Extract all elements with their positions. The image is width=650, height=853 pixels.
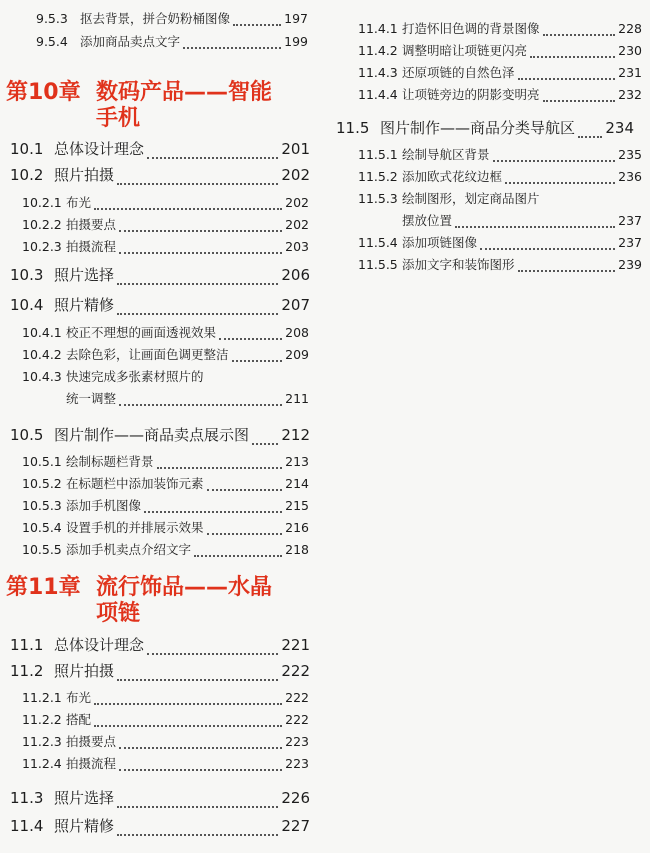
toc-subsection-row[interactable] [358, 189, 642, 209]
toc-entry-number: 10.3 [10, 266, 44, 284]
toc-section-row[interactable] [10, 658, 310, 684]
toc-entry-page: 236 [618, 169, 642, 184]
toc-entry-number: 9.5.4 [36, 34, 68, 49]
toc-leader-dots [518, 270, 615, 272]
toc-entry-page: 202 [285, 217, 309, 232]
toc-subsection-row[interactable] [358, 85, 642, 105]
toc-entry-number: 11.3 [10, 789, 44, 807]
toc-entry-number: 11.2 [10, 662, 44, 680]
toc-entry-number: 11.4.1 [358, 21, 398, 36]
toc-subsection-row[interactable] [22, 345, 309, 365]
toc-entry-title: 布光 [66, 195, 92, 210]
toc-leader-dots [117, 313, 278, 315]
toc-entry-title: 添加商品卖点文字 [80, 34, 181, 49]
toc-entry-number: 10.5.2 [22, 476, 62, 491]
toc-entry-continuation [358, 211, 642, 231]
toc-leader-dots [578, 136, 602, 138]
toc-leader-dots [480, 248, 615, 250]
toc-leader-dots [94, 725, 282, 727]
toc-entry-page: 237 [618, 213, 642, 228]
toc-subsection-row[interactable] [22, 688, 309, 708]
toc-leader-dots [119, 252, 282, 254]
toc-entry-title: 拍摄流程 [66, 756, 117, 771]
toc-leader-dots [493, 160, 615, 162]
toc-entry-page: 208 [285, 325, 309, 340]
toc-entry-page: 223 [285, 756, 309, 771]
toc-leader-dots [117, 834, 278, 836]
toc-entry-number: 10.4.1 [22, 325, 62, 340]
toc-leader-dots [119, 230, 282, 232]
toc-leader-dots [94, 703, 282, 705]
toc-subsection-row[interactable] [36, 32, 308, 52]
toc-subsection-row[interactable] [22, 193, 309, 213]
toc-entry-number: 10.5.4 [22, 520, 62, 535]
chapter-title-line1: 流行饰品——水晶 [96, 575, 273, 600]
toc-entry-title: 校正不理想的画面透视效果 [66, 325, 217, 340]
toc-entry-number: 11.4.3 [358, 65, 398, 80]
toc-entry-title: 总体设计理念 [54, 140, 145, 158]
toc-subsection-row[interactable] [22, 540, 309, 560]
toc-section-row[interactable] [10, 162, 310, 188]
toc-subsection-row[interactable] [22, 367, 309, 387]
toc-entry-number: 11.5.2 [358, 169, 398, 184]
toc-entry-number: 11.5 [336, 119, 370, 137]
toc-subsection-row[interactable] [358, 63, 642, 83]
toc-entry-title: 照片拍摄 [54, 662, 115, 680]
toc-entry-title-line2: 摆放位置 [402, 213, 453, 228]
toc-entry-page: 223 [285, 734, 309, 749]
toc-leader-dots [518, 78, 615, 80]
toc-entry-number: 10.2 [10, 166, 44, 184]
toc-leader-dots [219, 338, 282, 340]
toc-entry-page: 216 [285, 520, 309, 535]
toc-entry-page: 207 [281, 296, 310, 314]
toc-entry-number: 11.2.1 [22, 690, 62, 705]
toc-entry-page: 199 [284, 34, 308, 49]
toc-leader-dots [117, 679, 278, 681]
toc-entry-number: 10.4.3 [22, 369, 62, 384]
chapter-title-line2: 项链 [96, 601, 141, 626]
toc-entry-number: 11.1 [10, 636, 44, 654]
toc-section-row[interactable] [10, 785, 310, 811]
toc-entry-page: 234 [605, 119, 634, 137]
toc-subsection-row[interactable] [22, 474, 309, 494]
toc-entry-title: 添加欧式花纹边框 [402, 169, 503, 184]
toc-leader-dots [505, 182, 615, 184]
toc-entry-title: 拍摄要点 [66, 217, 117, 232]
toc-entry-title: 打造怀旧色调的背景图像 [402, 21, 540, 36]
toc-entry-number: 10.4 [10, 296, 44, 314]
toc-subsection-row[interactable] [22, 496, 309, 516]
toc-leader-dots [232, 360, 282, 362]
toc-entry-number: 11.5.5 [358, 257, 398, 272]
toc-subsection-row[interactable] [358, 145, 642, 165]
chapter-heading [6, 575, 306, 627]
toc-leader-dots [94, 208, 282, 210]
toc-subsection-row[interactable] [358, 19, 642, 39]
toc-entry-number: 10.5 [10, 426, 44, 444]
toc-entry-number: 10.4.2 [22, 347, 62, 362]
toc-section-row[interactable] [10, 262, 310, 288]
toc-leader-dots [117, 806, 278, 808]
toc-entry-page: 211 [285, 391, 309, 406]
toc-entry-page: 222 [281, 662, 310, 680]
toc-entry-number: 11.5.3 [358, 191, 398, 206]
toc-subsection-row[interactable] [36, 9, 308, 29]
toc-leader-dots [233, 24, 281, 26]
toc-entry-page: 213 [285, 454, 309, 469]
toc-entry-page: 197 [284, 11, 308, 26]
toc-entry-title: 添加手机图像 [66, 498, 142, 513]
toc-leader-dots [144, 511, 282, 513]
toc-leader-dots [117, 183, 278, 185]
toc-subsection-row[interactable] [358, 167, 642, 187]
chapter-title [96, 80, 272, 132]
toc-subsection-row[interactable] [358, 41, 642, 61]
toc-entry-number: 9.5.3 [36, 11, 68, 26]
toc-entry-page: 231 [618, 65, 642, 80]
toc-entry-title: 绘制标题栏背景 [66, 454, 154, 469]
toc-entry-title: 照片拍摄 [54, 166, 115, 184]
toc-subsection-row[interactable] [22, 452, 309, 472]
toc-entry-title: 设置手机的并排展示效果 [66, 520, 204, 535]
toc-section-row[interactable] [10, 136, 310, 162]
chapter-heading [6, 80, 306, 132]
toc-entry-title: 添加文字和装饰图形 [402, 257, 515, 272]
toc-entry-title: 绘制图形，划定商品图片 [402, 191, 540, 206]
toc-subsection-row[interactable] [22, 518, 309, 538]
toc-leader-dots [119, 404, 282, 406]
toc-leader-dots [147, 157, 278, 159]
toc-entry-title: 图片制作——商品分类导航区 [380, 119, 576, 137]
chapter-title-line1: 数码产品——智能 [96, 80, 273, 105]
toc-entry-page: 227 [281, 817, 310, 835]
toc-subsection-row[interactable] [358, 233, 642, 253]
toc-entry-title: 还原项链的自然色泽 [402, 65, 515, 80]
toc-leader-dots [119, 769, 282, 771]
toc-leader-dots [455, 226, 615, 228]
toc-entry-title: 绘制导航区背景 [402, 147, 490, 162]
toc-entry-page: 235 [618, 147, 642, 162]
toc-entry-number: 11.2.2 [22, 712, 62, 727]
toc-leader-dots [207, 533, 282, 535]
toc-entry-title: 搭配 [66, 712, 92, 727]
toc-entry-page: 222 [285, 712, 309, 727]
toc-section-row[interactable] [10, 422, 310, 448]
toc-entry-page: 232 [618, 87, 642, 102]
toc-entry-title: 在标题栏中添加装饰元素 [66, 476, 204, 491]
toc-entry-continuation [22, 389, 309, 409]
toc-entry-number: 11.2.3 [22, 734, 62, 749]
toc-leader-dots [183, 47, 281, 49]
toc-entry-page: 202 [281, 166, 310, 184]
chapter-title [96, 575, 272, 627]
toc-entry-page: 222 [285, 690, 309, 705]
toc-entry-number: 10.5.3 [22, 498, 62, 513]
toc-entry-title: 添加手机卖点介绍文字 [66, 542, 192, 557]
toc-entry-page: 230 [618, 43, 642, 58]
toc-entry-number: 11.5.4 [358, 235, 398, 250]
toc-section-row[interactable] [10, 292, 310, 318]
toc-entry-title: 总体设计理念 [54, 636, 145, 654]
toc-entry-number: 10.1 [10, 140, 44, 158]
toc-entry-number: 10.2.1 [22, 195, 62, 210]
toc-entry-number: 10.2.2 [22, 217, 62, 232]
toc-leader-dots [119, 747, 282, 749]
toc-entry-title: 让项链旁边的阴影变明亮 [402, 87, 540, 102]
toc-leader-dots [157, 467, 282, 469]
toc-entry-number: 11.5.1 [358, 147, 398, 162]
toc-entry-number: 11.4.4 [358, 87, 398, 102]
toc-entry-number: 10.5.1 [22, 454, 62, 469]
toc-entry-title: 去除色彩，让画面色调更整洁 [66, 347, 229, 362]
toc-entry-page: 228 [618, 21, 642, 36]
chapter-label: 第11章 [6, 575, 81, 600]
toc-entry-title: 添加项链图像 [402, 235, 478, 250]
toc-entry-title: 快速完成多张素材照片的 [66, 369, 204, 384]
toc-entry-page: 221 [281, 636, 310, 654]
toc-entry-number: 11.4.2 [358, 43, 398, 58]
toc-entry-page: 209 [285, 347, 309, 362]
toc-subsection-row[interactable] [22, 732, 309, 752]
toc-entry-title: 拍摄流程 [66, 239, 117, 254]
toc-entry-title: 拍摄要点 [66, 734, 117, 749]
toc-entry-title: 照片选择 [54, 789, 115, 807]
toc-leader-dots [194, 555, 282, 557]
toc-entry-page: 215 [285, 498, 309, 513]
toc-subsection-row[interactable] [22, 323, 309, 343]
toc-leader-dots [252, 443, 278, 445]
toc-entry-title-line2: 统一调整 [66, 391, 117, 406]
toc-subsection-row[interactable] [22, 215, 309, 235]
toc-subsection-row[interactable] [22, 754, 309, 774]
toc-entry-number: 10.5.5 [22, 542, 62, 557]
toc-entry-number: 11.4 [10, 817, 44, 835]
toc-entry-title: 抠去背景，拼合奶粉桶图像 [80, 11, 231, 26]
toc-entry-page: 206 [281, 266, 310, 284]
toc-leader-dots [117, 283, 278, 285]
toc-section-row[interactable] [10, 813, 310, 839]
toc-entry-page: 237 [618, 235, 642, 250]
toc-subsection-row[interactable] [358, 255, 642, 275]
toc-entry-title: 照片选择 [54, 266, 115, 284]
toc-entry-page: 218 [285, 542, 309, 557]
toc-entry-number: 10.2.3 [22, 239, 62, 254]
toc-entry-title: 图片制作——商品卖点展示图 [54, 426, 250, 444]
toc-entry-page: 202 [285, 195, 309, 210]
toc-entry-title: 布光 [66, 690, 92, 705]
toc-entry-page: 212 [281, 426, 310, 444]
toc-leader-dots [530, 56, 615, 58]
toc-entry-page: 239 [618, 257, 642, 272]
toc-leader-dots [207, 489, 282, 491]
toc-entry-title: 调整明暗让项链更闪亮 [402, 43, 528, 58]
chapter-title-line2: 手机 [96, 106, 141, 131]
toc-section-row[interactable] [10, 632, 310, 658]
toc-leader-dots [147, 653, 278, 655]
toc-entry-page: 214 [285, 476, 309, 491]
toc-entry-number: 11.2.4 [22, 756, 62, 771]
toc-entry-title: 照片精修 [54, 296, 115, 314]
toc-entry-page: 201 [281, 140, 310, 158]
toc-entry-page: 226 [281, 789, 310, 807]
toc-entry-title: 照片精修 [54, 817, 115, 835]
toc-leader-dots [543, 100, 615, 102]
toc-subsection-row[interactable] [22, 710, 309, 730]
toc-entry-page: 203 [285, 239, 309, 254]
toc-leader-dots [543, 34, 615, 36]
chapter-label: 第10章 [6, 80, 81, 105]
toc-section-row[interactable] [336, 115, 634, 141]
toc-subsection-row[interactable] [22, 237, 309, 257]
